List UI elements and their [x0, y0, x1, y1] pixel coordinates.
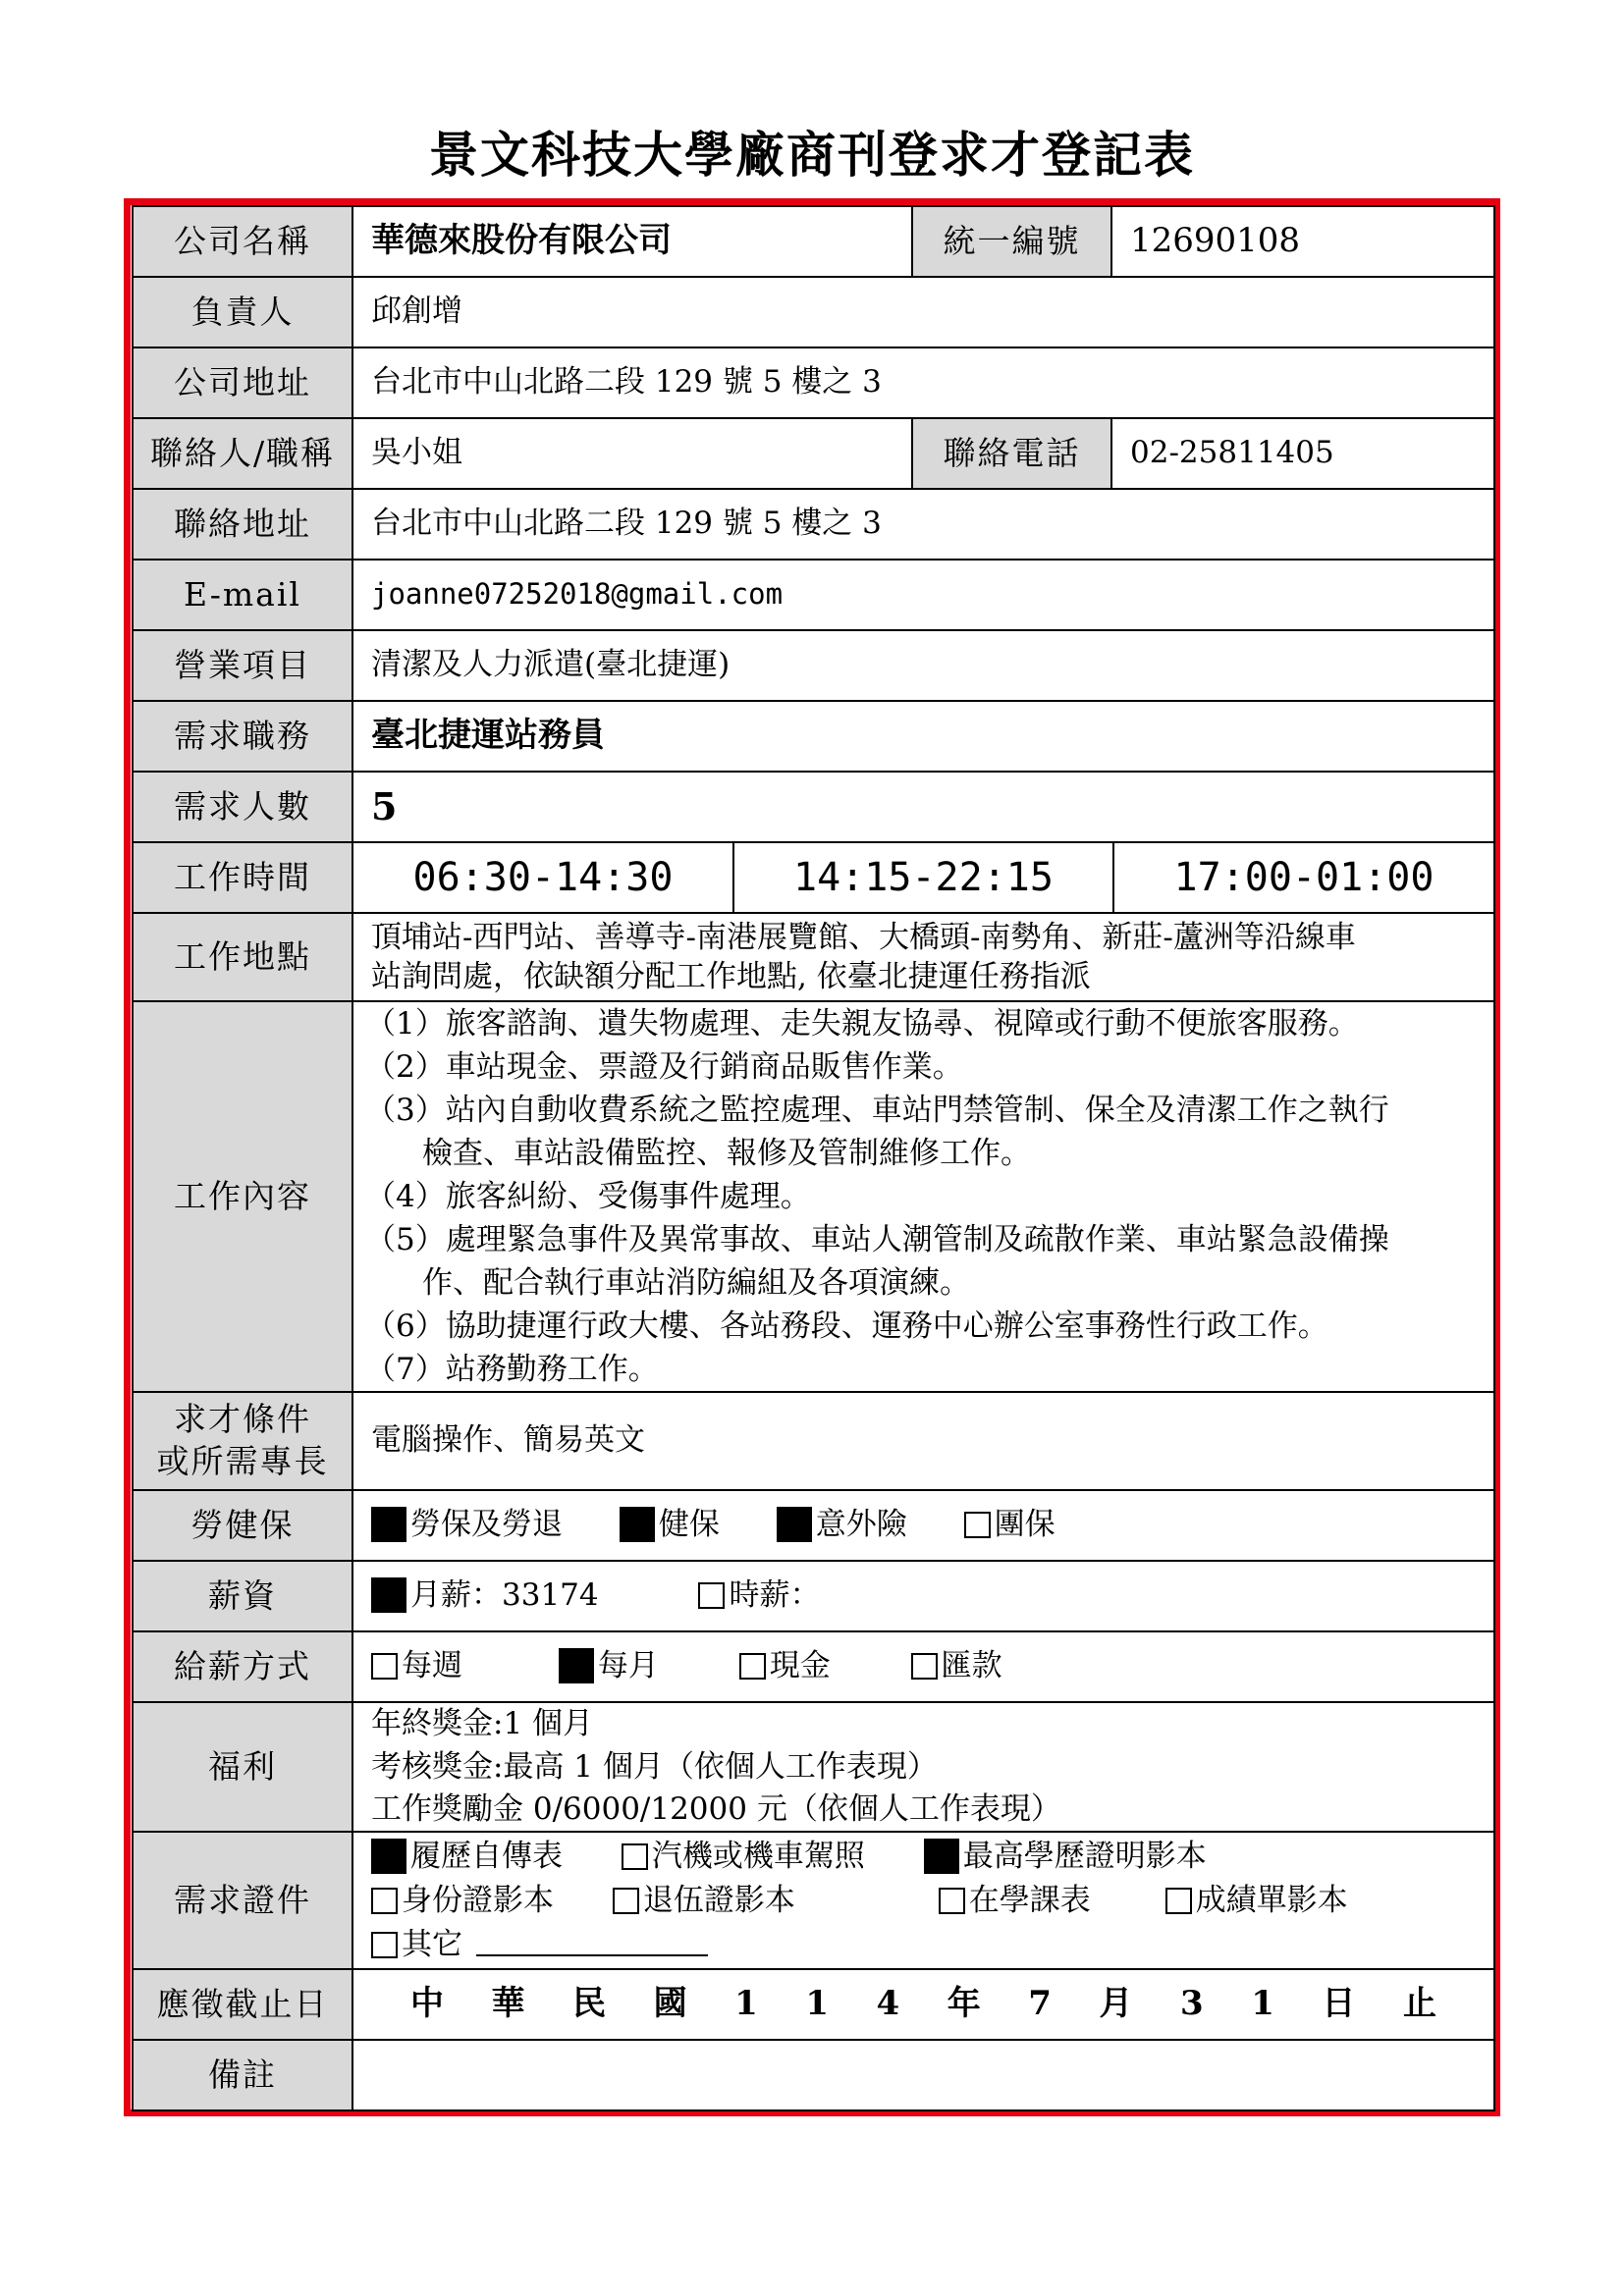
insurance-option-labor: 勞保及勞退	[410, 1507, 563, 1543]
owner-label: 負責人	[133, 277, 352, 347]
duty-item: （1）旅客諮詢、遺失物處理、走失親友協尋、視障或行動不便旅客服務。	[365, 1006, 1359, 1041]
job-title-label: 需求職務	[133, 701, 352, 772]
duty-item: 作、配合執行車站消防編組及各項演練。	[422, 1265, 970, 1302]
deadline-char: 月	[1099, 1984, 1133, 2024]
email-label: E-mail	[133, 560, 352, 630]
company-name-label: 公司名稱	[133, 206, 352, 277]
insurance-option-group: 團保	[994, 1507, 1056, 1543]
contact-address-label: 聯絡地址	[133, 489, 352, 560]
deadline-char: 華	[491, 1984, 525, 2024]
location-line: 頂埔站-西門站、善導寺-南港展覽館、大橋頭-南勢角、新莊-蘆洲等沿線車	[371, 919, 1356, 955]
contact-address-value: 台北市中山北路二段 129 號 5 樓之 3	[352, 489, 1494, 560]
email-value: joanne07252018@gmail.com	[352, 560, 1494, 630]
shift-1: 06:30-14:30	[353, 843, 733, 912]
pay-cash: 現金	[769, 1648, 831, 1684]
shift-table	[353, 843, 1493, 912]
duty-item: （3）站內自動收費系統之監控處理、車站門禁管制、保全及清潔工作之執行	[365, 1093, 1389, 1129]
deadline-char: 1	[1251, 1984, 1274, 2024]
deadline-char: 民	[572, 1984, 607, 2024]
pay-monthly: 每月	[597, 1648, 659, 1684]
insurance-option-health: 健保	[658, 1507, 720, 1543]
remarks-label: 備註	[133, 2040, 352, 2110]
phone-label: 聯絡電話	[912, 418, 1111, 489]
duty-item: （7）站務勤務工作。	[365, 1352, 659, 1388]
salary-hourly: 時薪：	[729, 1577, 821, 1614]
checkbox[interactable]	[1165, 1888, 1192, 1914]
deadline-char: 止	[1402, 1984, 1436, 2024]
location-line: 站詢問處，依缺額分配工作地點, 依臺北捷運任務指派	[371, 959, 1091, 994]
benefit-line: 考核獎金:最高 1 個月（依個人工作表現）	[371, 1748, 938, 1785]
other-blank-line[interactable]	[476, 1929, 708, 1956]
deadline-char: 中	[410, 1984, 444, 2024]
address-value: 台北市中山北路二段 129 號 5 樓之 3	[352, 347, 1494, 418]
checkbox[interactable]	[371, 1888, 398, 1914]
duties-value	[352, 1001, 1494, 1392]
checkbox[interactable]	[613, 1888, 639, 1914]
benefit-line: 年終獎金:1 個月	[371, 1706, 594, 1742]
deadline-char: 7	[1028, 1984, 1052, 2024]
pay-method-options	[352, 1631, 1494, 1702]
duties-label: 工作內容	[133, 1001, 352, 1392]
job-title-value: 臺北捷運站務員	[352, 701, 1494, 772]
doc-discharge: 退伍證影本	[642, 1882, 795, 1918]
tax-id-label: 統一編號	[912, 206, 1111, 277]
shift-2: 14:15-22:15	[733, 843, 1113, 912]
pay-transfer: 匯款	[941, 1648, 1002, 1684]
phone-value: 02-25811405	[1111, 418, 1494, 489]
work-location-value	[352, 913, 1494, 1001]
pay-weekly: 每週	[402, 1648, 462, 1684]
doc-resume: 履歷自傳表	[410, 1838, 563, 1874]
benefit-line: 工作獎勵金 0/6000/12000 元（依個人工作表現）	[371, 1790, 1061, 1827]
doc-other: 其它	[402, 1926, 462, 1962]
work-location-label: 工作地點	[133, 913, 352, 1001]
checkbox[interactable]	[622, 1843, 648, 1870]
contact-label: 聯絡人/職稱	[133, 418, 352, 489]
contact-value: 吳小姐	[352, 418, 912, 489]
doc-diploma: 最高學歷證明影本	[962, 1838, 1207, 1874]
job-form-table	[132, 205, 1495, 2111]
doc-license: 汽機或機車駕照	[651, 1838, 865, 1874]
requirements-value: 電腦操作、簡易英文	[352, 1392, 1494, 1490]
deadline-char: 4	[876, 1984, 900, 2024]
checkbox[interactable]	[777, 1507, 812, 1542]
requirements-label	[133, 1392, 352, 1490]
work-hours-label: 工作時間	[133, 842, 352, 913]
business-label: 營業項目	[133, 630, 352, 701]
doc-transcript: 成績單影本	[1195, 1882, 1348, 1918]
duty-item: 檢查、車站設備監控、報修及管制維修工作。	[422, 1136, 1031, 1172]
checkbox[interactable]	[371, 1577, 406, 1613]
requirements-label-line: 求才條件	[174, 1400, 311, 1439]
checkbox[interactable]	[924, 1839, 959, 1874]
checkbox[interactable]	[620, 1507, 655, 1542]
shift-3: 17:00-01:00	[1173, 855, 1435, 900]
insurance-option-accident: 意外險	[815, 1507, 907, 1543]
company-name-value: 華德來股份有限公司	[352, 206, 912, 277]
documents-options	[352, 1832, 1494, 1969]
checkbox[interactable]	[911, 1653, 938, 1680]
salary-monthly: 月薪：33174	[410, 1577, 599, 1614]
deadline-char: 日	[1322, 1984, 1356, 2024]
deadline-value	[352, 1969, 1494, 2040]
remarks-value	[352, 2040, 1494, 2110]
duty-item: （4）旅客糾紛、受傷事件處理。	[365, 1179, 811, 1215]
owner-value: 邱創增	[352, 277, 1494, 347]
headcount-label: 需求人數	[133, 772, 352, 842]
duty-item: （6）協助捷運行政大樓、各站務段、運務中心辦公室事務性行政工作。	[365, 1308, 1328, 1345]
deadline-label: 應徵截止日	[133, 1969, 352, 2040]
benefits-value	[352, 1702, 1494, 1832]
deadline-char: 年	[947, 1984, 981, 2024]
checkbox[interactable]	[559, 1648, 594, 1683]
benefits-label: 福利	[133, 1702, 352, 1832]
deadline-char: 1	[805, 1984, 829, 2024]
doc-id: 身份證影本	[402, 1882, 554, 1918]
checkbox[interactable]	[964, 1512, 991, 1538]
insurance-label: 勞健保	[133, 1490, 352, 1561]
checkbox[interactable]	[371, 1507, 406, 1542]
tax-id-value: 12690108	[1111, 206, 1494, 277]
pay-method-label: 給薪方式	[133, 1631, 352, 1702]
salary-label: 薪資	[133, 1561, 352, 1631]
headcount-value: 5	[352, 772, 1494, 842]
checkbox[interactable]	[371, 1932, 398, 1958]
deadline-char: 國	[653, 1984, 687, 2024]
checkbox[interactable]	[698, 1582, 725, 1609]
salary-options	[352, 1561, 1494, 1631]
insurance-options	[352, 1490, 1494, 1561]
address-label: 公司地址	[133, 347, 352, 418]
checkbox[interactable]	[739, 1653, 766, 1680]
checkbox[interactable]	[371, 1653, 398, 1680]
duty-item: （5）處理緊急事件及異常事故、車站人潮管制及疏散作業、車站緊急設備操	[365, 1222, 1389, 1258]
form-title: 景文科技大學廠商刊登求才登記表	[429, 126, 1195, 184]
checkbox[interactable]	[939, 1888, 965, 1914]
duty-item: （2）車站現金、票證及行銷商品販售作業。	[365, 1049, 963, 1086]
doc-schedule: 在學課表	[968, 1882, 1091, 1918]
requirements-label-line: 或所需專長	[156, 1442, 329, 1481]
deadline-char: 3	[1180, 1984, 1204, 2024]
deadline-char: 1	[734, 1984, 758, 2024]
business-value: 清潔及人力派遣(臺北捷運)	[352, 630, 1494, 701]
documents-label: 需求證件	[133, 1832, 352, 1969]
checkbox[interactable]	[371, 1839, 406, 1874]
